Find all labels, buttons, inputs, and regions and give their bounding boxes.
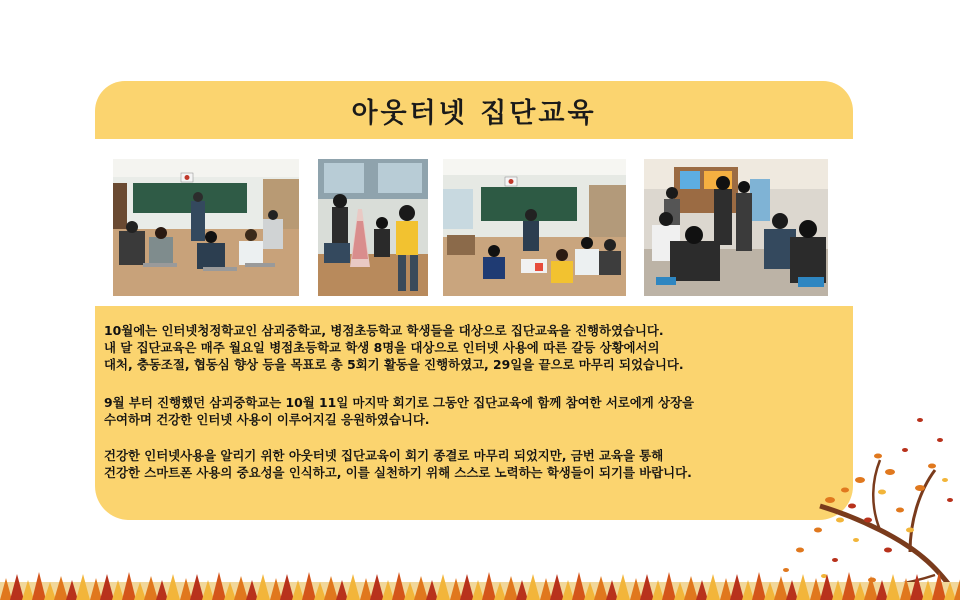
photo-classroom-circle xyxy=(113,159,299,296)
photo-floor-activity xyxy=(443,159,626,296)
paragraph-line: 건강한 인터넷사용을 알리기 위한 아웃터넷 집단교육이 회기 종결로 마무리 되었지만, 금번 교육을 통해 xyxy=(104,448,664,463)
paragraph-october-summary xyxy=(104,322,844,373)
autumn-leaves-border xyxy=(0,568,960,600)
paragraph-samgoe-school xyxy=(104,394,844,428)
paragraph-line: 내 달 집단교육은 매주 월요일 병점초등학교 학생 8명을 대상으로 인터넷 사용에 따른 갈등 상황에서의 xyxy=(104,340,660,355)
paragraph-line: 대처, 충동조절, 협동심 향상 등을 목표로 총 5회기 활동을 진행하였고, 29일을 끝으로 마무리 되었습니다. xyxy=(104,357,684,372)
photo-cup-tower xyxy=(318,159,428,296)
paragraph-line: 수여하며 건강한 인터넷 사용이 이루어지길 응원하였습니다. xyxy=(104,412,430,427)
paragraph-line: 10월에는 인터넷청정학교인 삼괴중학교, 병점초등학교 학생들을 대상으로 집단교육을 진행하였습니다. xyxy=(104,323,664,338)
title-banner xyxy=(95,81,853,139)
paragraph-closing xyxy=(104,447,844,481)
photo-group-session xyxy=(644,159,828,296)
page-title: 아웃터넷 집단교육 xyxy=(351,97,597,129)
paragraph-line: 건강한 스마트폰 사용의 중요성을 인식하고, 이를 실천하기 위해 스스로 노력하는 학생들이 되기를 바랍니다. xyxy=(104,465,692,480)
autumn-tree-decoration xyxy=(760,380,960,600)
paragraph-line: 9월 부터 진행했던 삼괴중학교는 10월 11일 마지막 회기로 그동안 집단교육에 함께 참여한 서로에게 상장을 xyxy=(104,395,694,410)
